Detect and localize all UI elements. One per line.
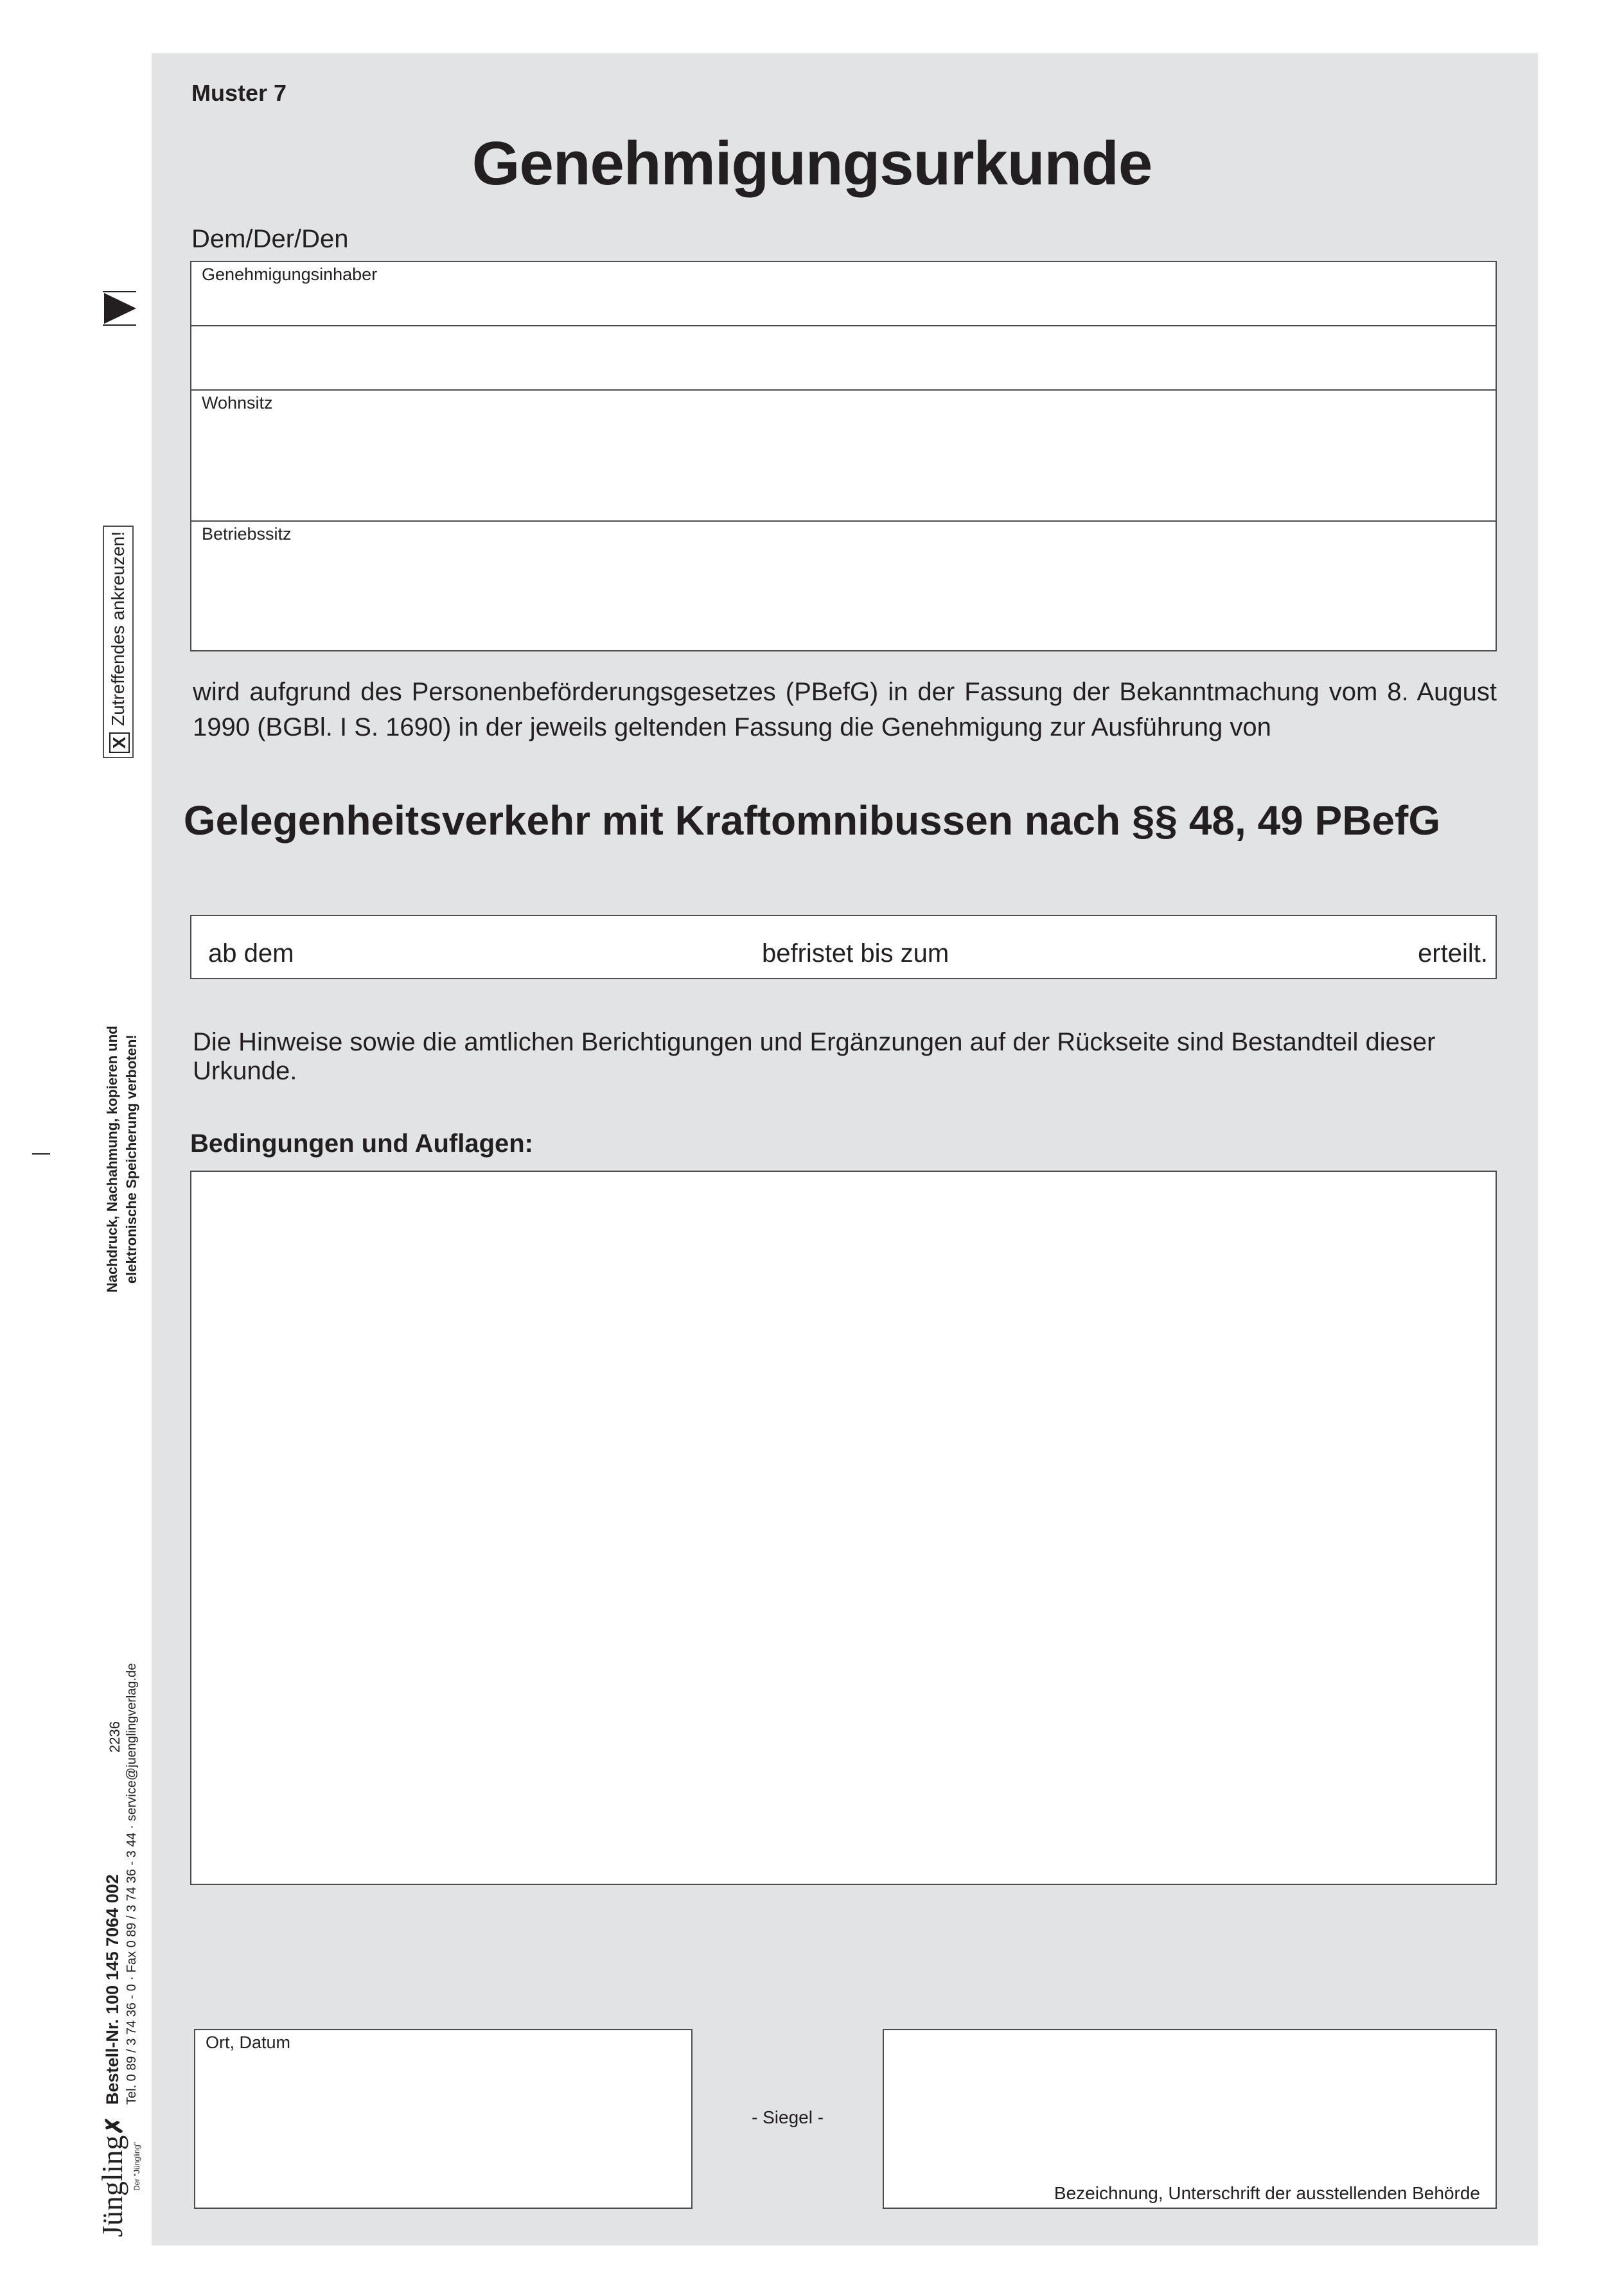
- publisher-logo: [98, 2116, 129, 2237]
- copyright-notice: [103, 1025, 141, 1293]
- checkbox-icon: X: [109, 732, 130, 753]
- notice-text: Die Hinweise sowie die amtlichen Berichtigungen und Ergänzungen auf der Rückseite sind Bestandteil dieser Urkunde.: [193, 1028, 1436, 1085]
- form-code: 2236: [107, 1721, 123, 1753]
- residence-label: Wohnsitz: [202, 393, 273, 412]
- contact-line: Tel. 0 89 / 3 74 36 - 0 · Fax 0 89 / 3 74 36 - 3 44 · service@juenglingverlag.de: [125, 1663, 139, 2105]
- copyright-line-2: elektronische Speicherung verboten!: [123, 1034, 139, 1284]
- pointer-arrow-icon: [103, 290, 136, 326]
- holder-label: Genehmigungsinhaber: [202, 265, 378, 284]
- order-number: Bestell-Nr. 100 145 7064 002: [103, 1874, 122, 2105]
- copyright-line-1: Nachdruck, Nachahmung, kopieren und: [104, 1025, 120, 1293]
- margin-tick: [32, 1153, 50, 1155]
- publisher-mark-icon: ✗: [102, 2116, 127, 2136]
- conditions-box[interactable]: [190, 1171, 1497, 1885]
- signature-label: Bezeichnung, Unterschrift der ausstellenden Behörde: [1054, 2183, 1480, 2203]
- recipient-prefix: Dem/Der/Den: [191, 225, 349, 253]
- valid-from-label: ab dem: [208, 939, 294, 968]
- publisher-name: Jüngling: [96, 2135, 128, 2237]
- intro-text: wird aufgrund des Personenbeförderungsgesetzes (PBefG) in der Fassung der Bekanntmachung vom 8. August 1990 (BGBl. I S. 1690) in der jeweils geltenden Fassung die Genehmigung zur Ausführung von: [193, 678, 1497, 741]
- place-date-box[interactable]: [194, 2029, 693, 2209]
- place-date-label: Ort, Datum: [206, 2033, 291, 2052]
- seal-label: - Siegel -: [752, 2107, 824, 2127]
- residence-field[interactable]: [191, 391, 1496, 519]
- granted-label: erteilt.: [1418, 939, 1488, 968]
- check-hint-text: Zutreffendes ankreuzen!: [108, 531, 128, 726]
- page-title: Genehmigungsurkunde: [472, 129, 1152, 198]
- signature-box[interactable]: [883, 2029, 1497, 2209]
- holder-field[interactable]: [191, 262, 1496, 391]
- publisher-sub: Der "Jüngling": [132, 2142, 141, 2191]
- valid-until-label: befristet bis zum: [762, 939, 949, 968]
- recipient-box: [190, 261, 1497, 651]
- row-separator: [191, 325, 1496, 326]
- muster-label: Muster 7: [191, 80, 287, 106]
- check-hint: [108, 531, 130, 753]
- business-seat-field[interactable]: [191, 522, 1496, 650]
- business-seat-label: Betriebssitz: [202, 524, 292, 544]
- conditions-heading: Bedingungen und Auflagen:: [190, 1129, 534, 1158]
- service-title: Gelegenheitsverkehr mit Kraftomnibussen nach §§ 48, 49 PBefG: [183, 797, 1441, 844]
